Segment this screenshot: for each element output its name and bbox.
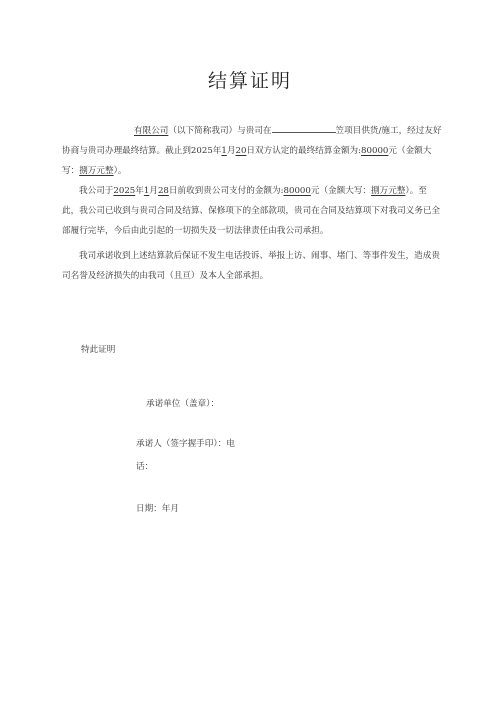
settlement-amount: 80000 (361, 146, 389, 156)
payment-amount: 80000 (283, 186, 311, 196)
p1-text-d: 元（金额大写： (62, 146, 432, 176)
p1-year-suffix: 年 (212, 146, 222, 156)
payment-amount-words: 捌万元整 (371, 186, 406, 196)
settlement-month: 1 (221, 146, 227, 156)
document-title: 结算证明 (207, 70, 292, 92)
special-certification: 特此证明 (81, 345, 116, 355)
company-name: 有限公司 (134, 126, 169, 136)
p1-month-suffix: 月 (226, 146, 236, 156)
p1-text-a: （以下简称我司）与贵司在 (168, 126, 272, 136)
p1-text-b: 笠项目供货/施工，经过友好协商与贵司办理最终结算。截止到 (62, 126, 442, 156)
settlement-year: 2025 (190, 146, 213, 156)
p2-text-a: 我公司于 (79, 186, 114, 196)
payment-year: 2025 (113, 186, 136, 196)
p1-text-c: 日双方认定的最终结算金额为: (246, 146, 362, 156)
commitment-paragraph: 我司承诺收到上述结算款后保证不发生电话投诉、举报上访、闹事、堵门、等事件发生，造成贵司名誉及经济损失的由我司（且亘）及本人全部承担。 (62, 251, 440, 281)
payment-month: 1 (143, 186, 150, 196)
signature-date-label: 日期：年月 (136, 504, 179, 514)
settlement-amount-words: 捌万元整 (79, 166, 114, 176)
p2-text-c: 元（金额大写： (310, 186, 372, 196)
payment-paragraph (62, 181, 444, 241)
payment-day: 28 (157, 186, 169, 196)
settlement-paragraph (62, 121, 444, 181)
p2-text-d: ）。至此，我公司已收到与贵司合同及结算、保修项下的全部款项，贵司在合同及结算项下对我司义务已全部履行完毕，今后由此引起的一切损失及一切法律责任由我公司承担。 (62, 186, 441, 236)
p2-year-suffix: 年 (135, 186, 144, 196)
signature-phone-label: 话： (136, 462, 154, 472)
p2-month-suffix: 月 (149, 186, 158, 196)
p2-text-b: 日前收到贵公司支付的金额为: (168, 186, 284, 196)
p1-text-e: ）。 (113, 166, 127, 176)
signature-person-label: 承诺人（签字握手印）：电 (136, 439, 235, 449)
signature-unit-label: 承诺单位（盖章）： (146, 399, 220, 409)
project-name-blank (272, 123, 336, 133)
settlement-day: 20 (235, 146, 247, 156)
